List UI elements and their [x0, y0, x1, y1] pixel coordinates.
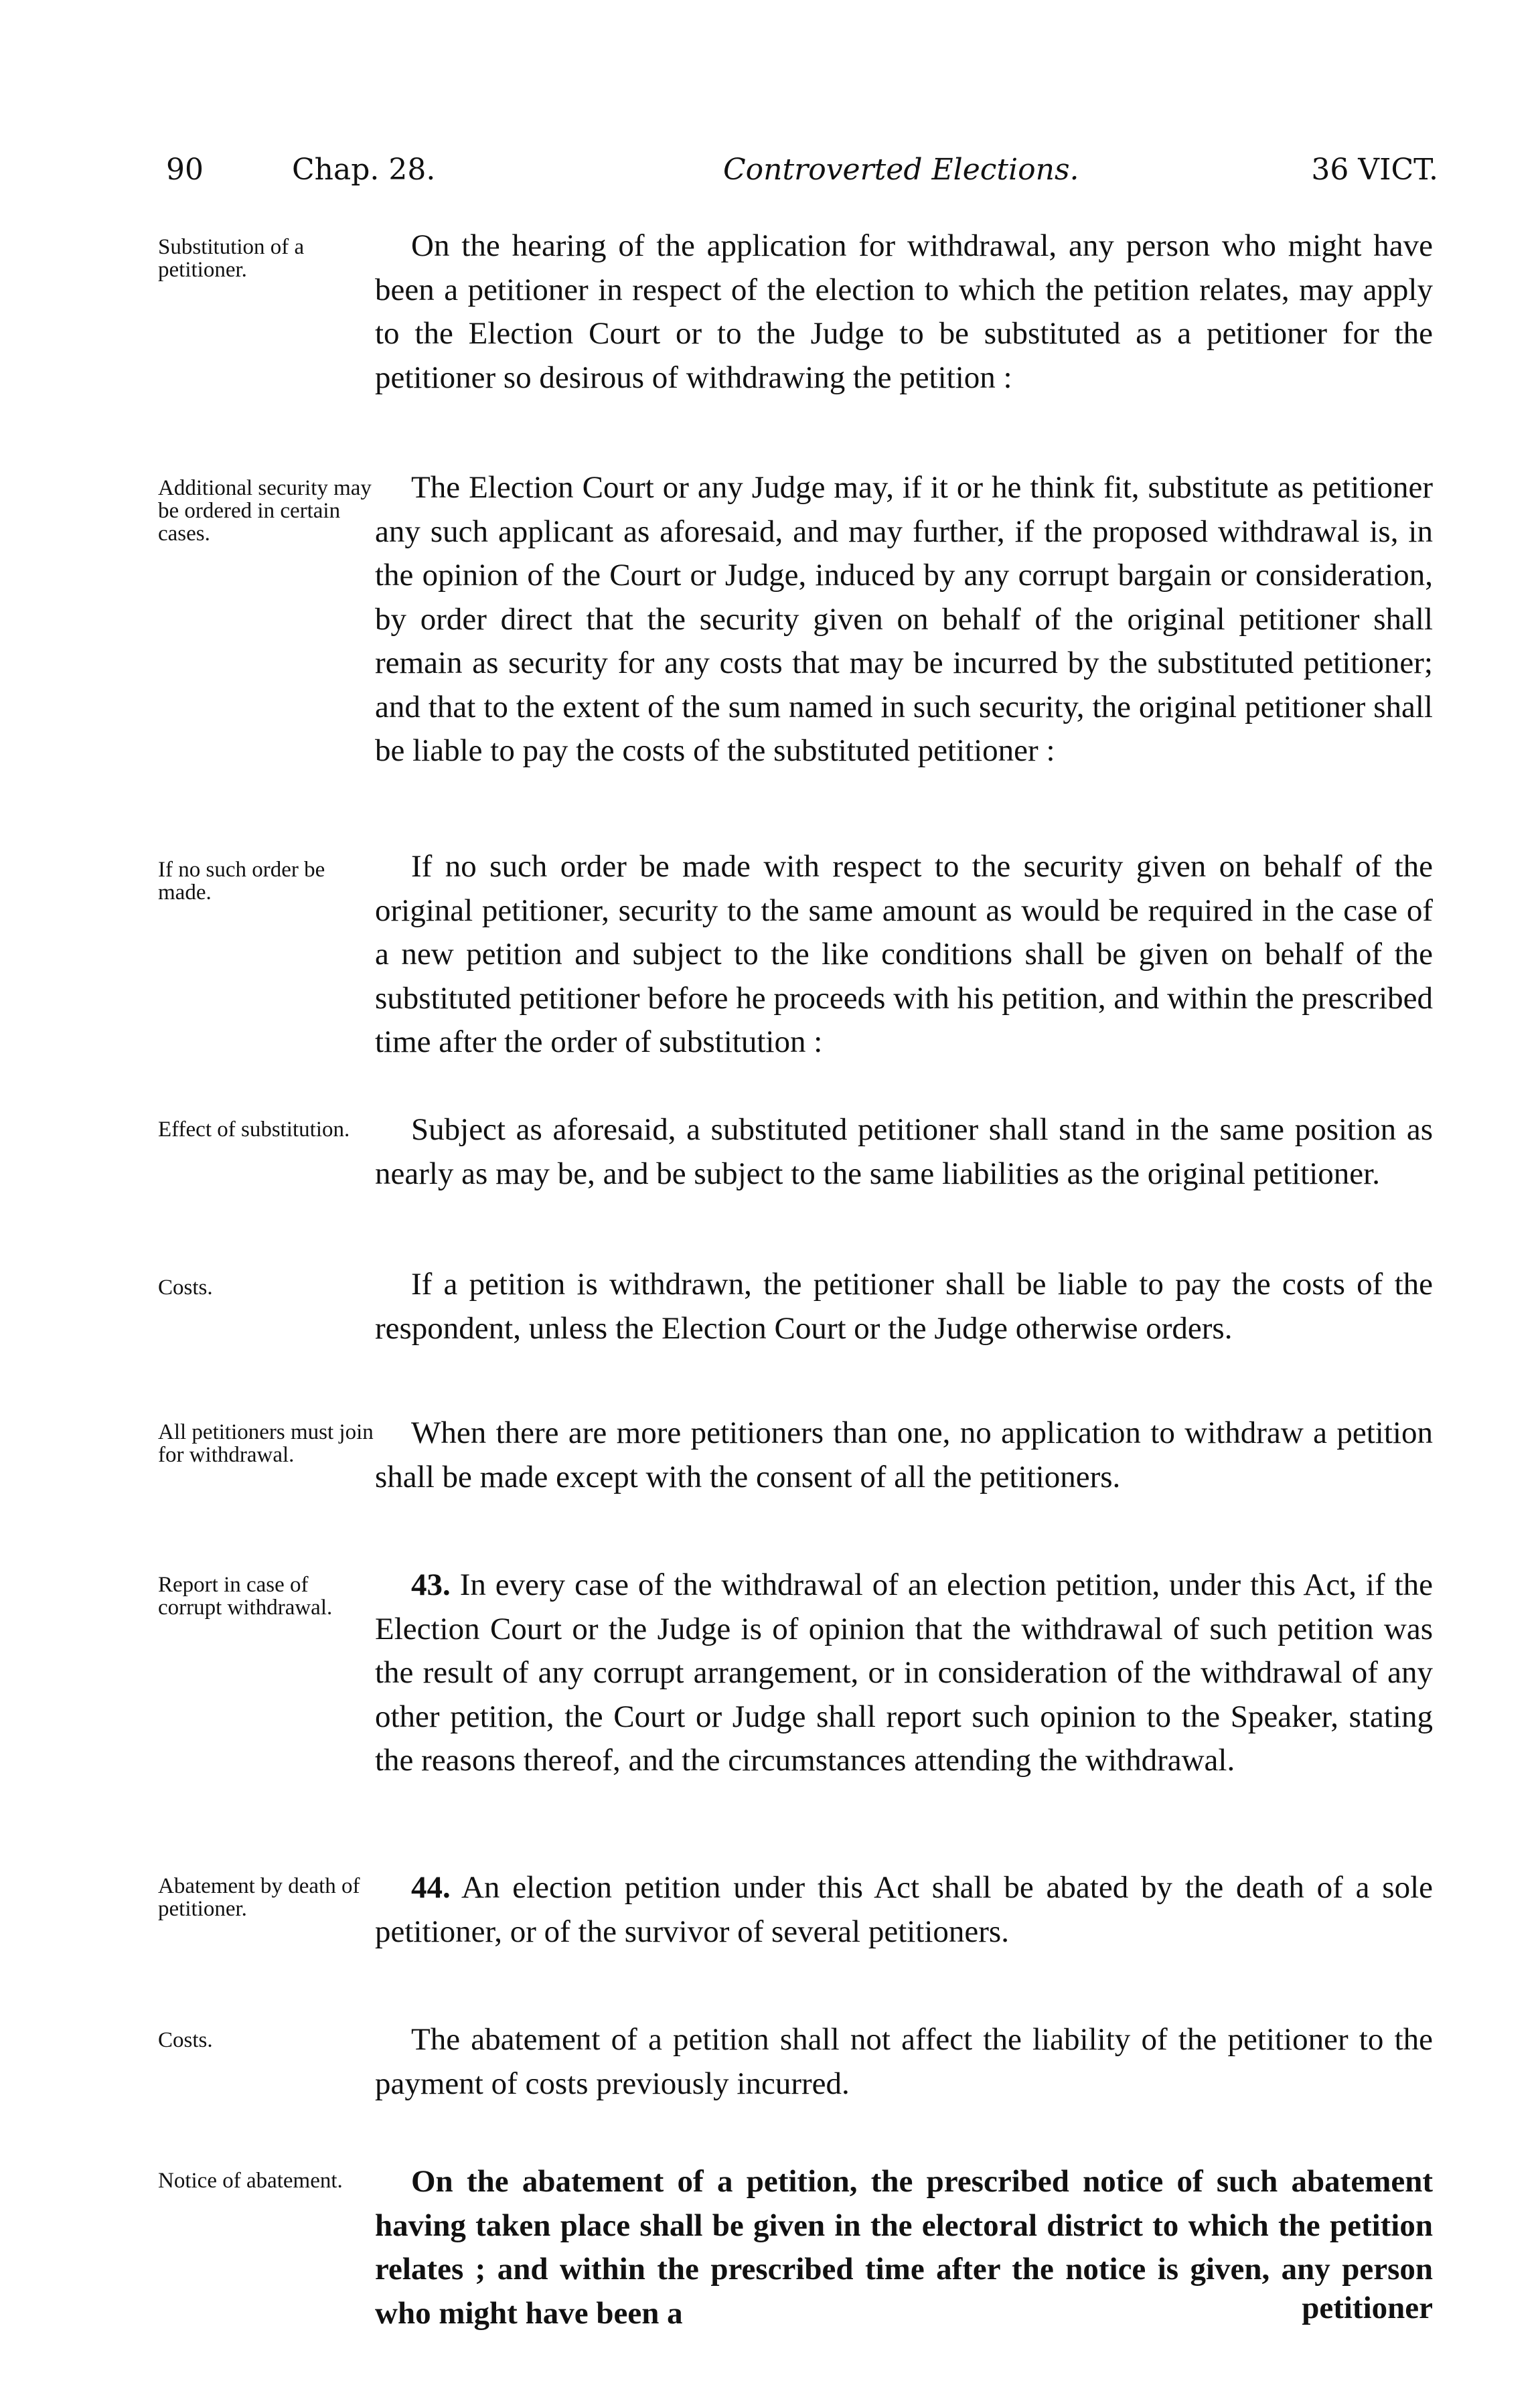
margin-note: Notice of abatement. — [158, 2169, 343, 2193]
chapter-label: Chap. 28. — [292, 153, 436, 187]
running-header — [166, 153, 1438, 193]
page-number: 90 — [166, 153, 204, 187]
paragraph: If no such order be made with respect to the security given on behalf of the original petitioner, security to the same amount as would be required in the case of a new petition and subject to the like conditions shall be given on behalf of the substituted petitioner before he proceeds with his petition, and within the prescribed time after the order of substitution : — [375, 849, 1433, 1059]
section-number: 43. — [411, 1567, 451, 1602]
section-text: In every case of the withdrawal of an election petition, under this Act, if the Election Court or the Judge is of opinion that the withdrawal of such petition was the result of any corrupt arrangement, or in consideration of the withdrawal of any other petition, the Court or Judge shall report such opinion to the Speaker, stating the reasons thereof, and the circumstances attending the withdrawal. — [375, 1567, 1434, 1778]
margin-note: Additional security may be ordered in certain cases. — [158, 476, 372, 546]
running-title: Controverted Elections. — [723, 153, 1079, 187]
section-number: 44. — [411, 1870, 451, 1905]
margin-note: Costs. — [158, 1276, 213, 1300]
regnal-year: 36 VICT. — [1311, 153, 1438, 187]
section-43 — [375, 1563, 1433, 1783]
section-text: An election petition under this Act shall be abated by the death of a sole petitioner, or of the survivor of several petitioners. — [375, 1870, 1433, 1949]
paragraph: On the hearing of the application for withdrawal, any person who might have been a petitioner in respect of the election to which the petition relates, may apply to the Election Court or to the Judge to be substituted as a petitioner for the petitioner so desirous of withdrawing the petition : — [375, 228, 1433, 395]
section-44 — [375, 1866, 1433, 1954]
catchword: petitioner — [1302, 2291, 1433, 2325]
margin-note: Costs. — [158, 2028, 213, 2052]
margin-note: All petitioners must join for withdrawal. — [158, 1420, 374, 1467]
paragraph: The Election Court or any Judge may, if it or he think fit, substitute as petitioner any such applicant as aforesaid, and may further, if the proposed withdrawal is, in the opinion of the Court or Judge, induced by any corrupt bargain or consideration, by order direct that the security given on behalf of the original petitioner shall remain as security for any costs that may be incurred by the substituted petitioner; and that to the extent of the sum named in such security, the original petitioner shall be liable to pay the costs of the substituted petitioner : — [375, 470, 1433, 768]
margin-note: Abatement by death of petitioner. — [158, 1874, 360, 1921]
paragraph: When there are more petitioners than one, no application to withdraw a petition shall be made except with the consent of all the petitioners. — [375, 1415, 1433, 1494]
margin-note: Report in case of corrupt withdrawal. — [158, 1573, 333, 1620]
margin-note: Effect of substitution. — [158, 1118, 350, 1142]
paragraph: If a petition is withdrawn, the petitioner shall be liable to pay the costs of the respondent, unless the Election Court or the Judge otherwise orders. — [375, 1267, 1433, 1346]
margin-note: Substitution of a petitioner. — [158, 235, 305, 282]
paragraph: The abatement of a petition shall not affect the liability of the petitioner to the payment of costs previously incurred. — [375, 2022, 1433, 2101]
paragraph: On the abatement of a petition, the prescribed notice of such abatement having taken place shall be given in the electoral district to which the petition relates ; and within the prescribed time after the notice is given, any person who might have been a — [375, 2164, 1433, 2331]
margin-note: If no such order be made. — [158, 858, 325, 905]
paragraph: Subject as aforesaid, a substituted petitioner shall stand in the same position as nearly as may be, and be subject to the same liabilities as the original petitioner. — [375, 1112, 1433, 1191]
